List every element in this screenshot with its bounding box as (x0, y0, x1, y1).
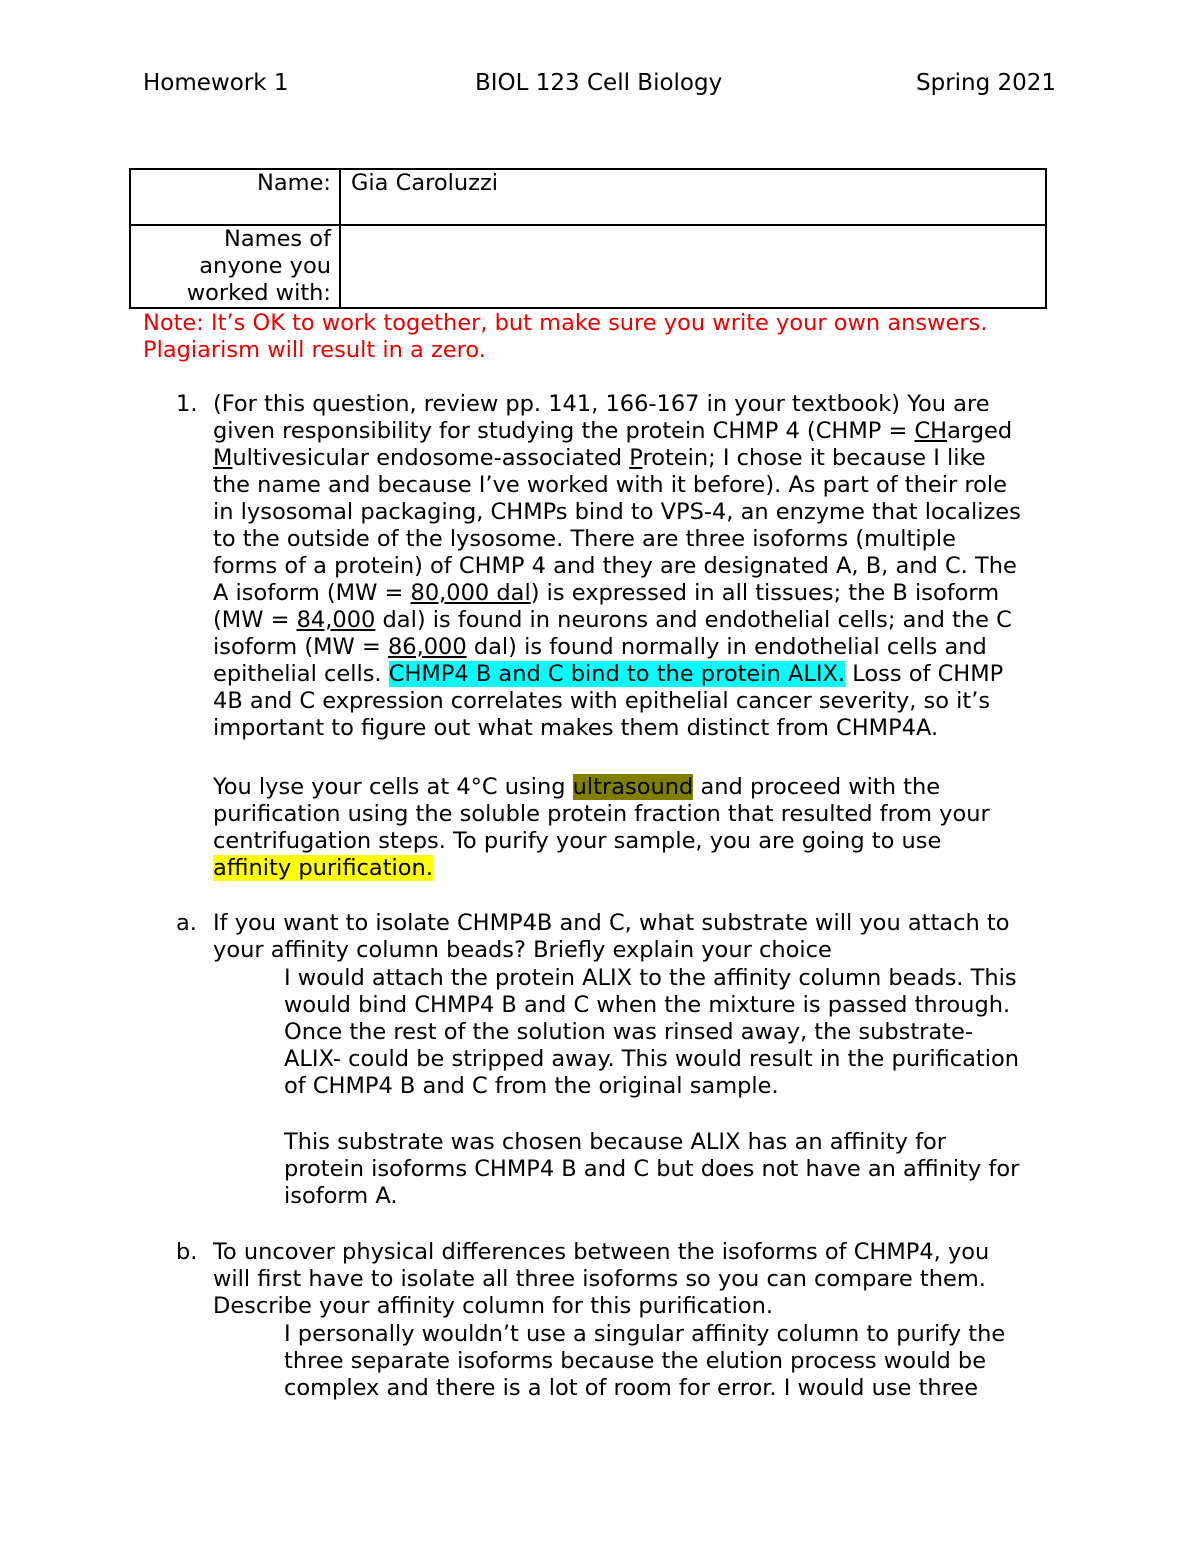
question-b-text: To uncover physical differences between the isoforms of CHMP4, you will first have to isolate all three isoforms so you can compare them. Describe your affinity column for this purification. (213, 1239, 990, 1319)
plagiarism-note: Note: It’s OK to work together, but make sure you write your own answers. Plagiarism will result in a zero. (143, 310, 988, 363)
header-homework: Homework 1 (143, 70, 289, 96)
question-1-text: (For this question, review pp. 141, 166-167 in your textbook) You are given responsibility for studying the protein CHMP 4 (CHMP = CHarged Multivesicular endosome-associated Protein; I chose it because I like the name and because I’ve worked with it before). As part of their role in lysosomal packaging, CHMPs bind to VPS-4, an enzyme that localizes to the outside of the lysosome. There are three isoforms (multiple forms of a protein) of CHMP 4 and they are designated A, B, and C. The A isoform (MW = 80,000 dal) is expressed in all tissues; the B isoform (MW = 84,000 dal) is found in neurons and endothelial cells; and the C isoform (MW = 86,000 dal) is found normally in endothelial cells and epithelial cells. CHMP4 B and C bind to the protein ALIX. Loss of CHMP 4B and C expression correlates with epithelial cancer severity, so it’s important to figure out what makes them distinct from CHMP4A. (213, 391, 1021, 741)
question-a-text: If you want to isolate CHMP4B and C, what substrate will you attach to your affinity column beads? Briefly explain your choice (213, 910, 1010, 963)
question-b-label: b. (176, 1239, 198, 1265)
name-value: Gia Caroluzzi (340, 169, 1046, 225)
alix-highlight: CHMP4 B and C bind to the protein ALIX. (388, 661, 846, 687)
student-info-table (129, 168, 1047, 309)
collaborators-label: Names of anyone you worked with: (130, 225, 340, 308)
answer-a-paragraph-1: I would attach the protein ALIX to the affinity column beads. This would bind CHMP4 B and C when the mixture is passed through. Once the rest of the solution was rinsed away, the substrate- ALIX- could be stripped away. This would result in the purification of CHMP4 B and C from the original sample. (284, 965, 1020, 1099)
name-label: Name: (130, 169, 340, 225)
header-course: BIOL 123 Cell Biology (475, 70, 723, 96)
collaborators-value (340, 225, 1046, 308)
answer-a-paragraph-2: This substrate was chosen because ALIX has an affinity for protein isoforms CHMP4 B and C but does not have an affinity for isoform A. (284, 1129, 1020, 1209)
question-1-paragraph-2: You lyse your cells at 4°C using ultrasound and proceed with the purification using the soluble protein fraction that resulted from your centrifugation steps. To purify your sample, you are going to use affinity purification. (213, 774, 990, 881)
question-a-label: a. (176, 910, 197, 936)
answer-b: I personally wouldn’t use a singular affinity column to purify the three separate isoforms because the elution process would be complex and there is a lot of room for error. I would use three (284, 1321, 1006, 1401)
affinity-highlight: affinity purification. (213, 855, 433, 881)
question-1-number: 1. (176, 391, 198, 417)
header-term: Spring 2021 (916, 70, 1057, 96)
ultrasound-highlight: ultrasound (572, 774, 694, 800)
collaborators-row (130, 225, 1046, 308)
name-row (130, 169, 1046, 225)
